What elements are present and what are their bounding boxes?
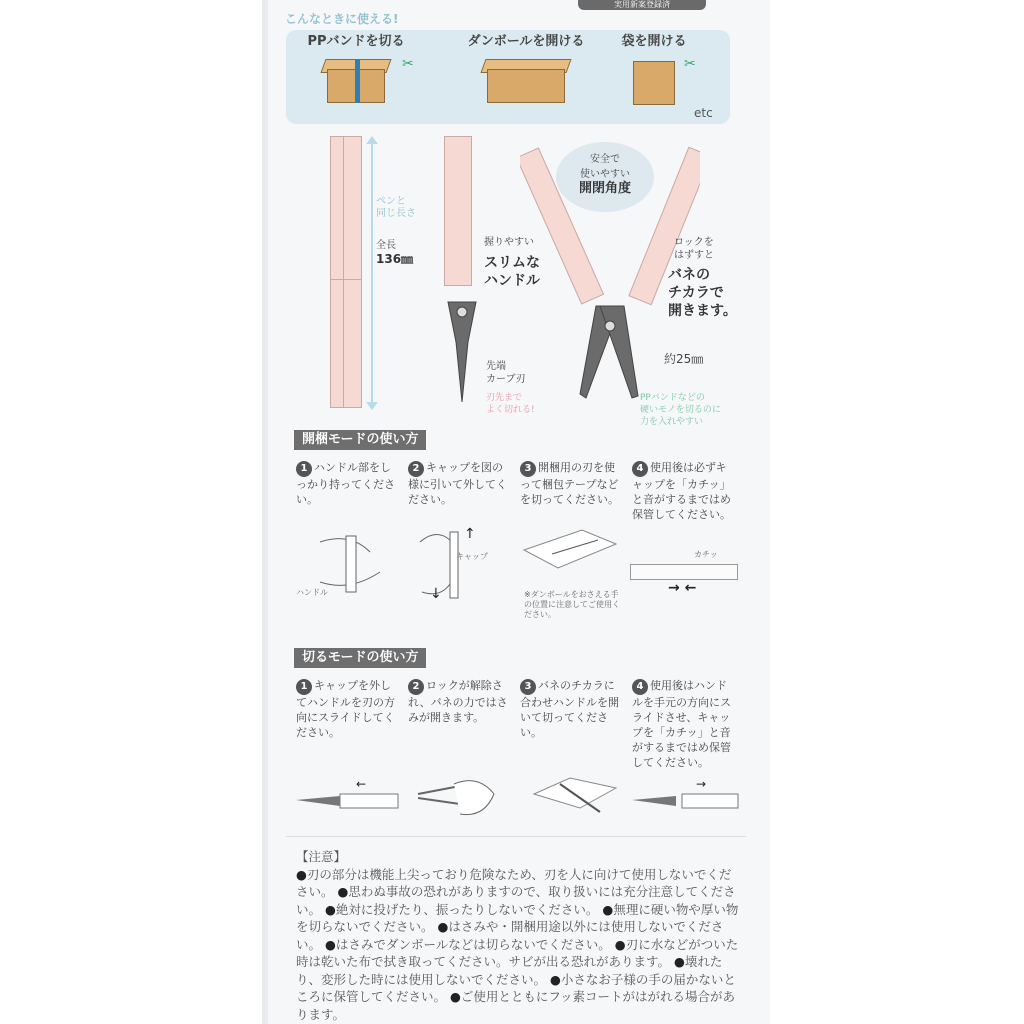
uses-title: こんなときに使える! [285, 12, 399, 26]
cut-mode-title: 切るモードの使い方 [294, 648, 426, 668]
svg-text:↑: ↑ [464, 526, 476, 542]
packing-blade-illustration [438, 282, 486, 412]
click-label: カチッ [694, 550, 718, 559]
uses-box [286, 30, 730, 124]
use-label-pp-band: PPバンドを切る [307, 34, 405, 49]
angle-bubble: 安全で 使いやすい 開閉角度 [556, 142, 654, 212]
cut-step-4: 4 使用後はハンドルを手元の方向にスライドさせ、キャップを「カチッ」と音がするまではめ保管してください。 [632, 679, 731, 769]
pull-cap-illustration [416, 522, 496, 602]
use-item-cardboard [456, 30, 596, 103]
caution-heading: 【注意】 [296, 849, 347, 864]
open-box-icon [481, 55, 571, 103]
cut-step-2: 2 ロックが解除され、バネの力ではさみが開きます。 [408, 679, 508, 724]
top-strip-text: 実用新案登録済 [614, 0, 670, 9]
blade-length-label: 約25㎜ [664, 352, 704, 366]
packing-mode-title: 開梱モードの使い方 [294, 430, 426, 450]
use-label-cardboard: ダンボールを開ける [467, 34, 585, 49]
grip-note: 握りやすい [484, 237, 534, 248]
divider [286, 836, 746, 837]
caution-item: 思わぬ事故の恐れがありますので、取り扱いには充分注意してください。 [296, 884, 736, 917]
tip-label: 先端 カーブ刃 [486, 361, 526, 385]
bag-icon [619, 55, 689, 103]
caution-item: ご使用とともにフッ素コートがはがれる場合があります。 [296, 989, 736, 1022]
svg-text:→: → [696, 778, 707, 791]
use-item-pp-band [296, 30, 416, 103]
caution-item: 刃の部分は機能上尖っており危険なため、刃を人に向けて使用しないでください。 [296, 866, 732, 899]
length-arrow [371, 142, 373, 404]
cutting-box-illustration [530, 764, 620, 824]
total-length-value: 136㎜ [376, 252, 414, 266]
top-strip [578, 0, 706, 10]
cut-tape-illustration [522, 520, 618, 580]
card-edge [262, 0, 268, 1024]
box-with-band-icon [321, 55, 391, 103]
caution-item: はさみや・開梱用途以外には使用しないでください。 [296, 919, 724, 952]
caution-item: はさみでダンボールなどは切らないでください。 [335, 936, 611, 952]
slide-back-illustration [632, 778, 740, 818]
caution-item: 無理に硬い物や厚い物を切らないでください。 [296, 901, 739, 934]
total-length-label: 全長 [376, 240, 396, 251]
packing-mode-steps [296, 460, 740, 630]
packing-step-4: 4 使用後は必ずキャップを「カチッ」と音がするまではめ保管してください。 [632, 461, 731, 521]
cardboard-caution: ※ダンボールをおさえる手の位置に注意してご使用ください。 [524, 590, 620, 619]
caution-item: 刃に水などがついた時は乾いた布で拭き取ってください。サビが出る恐れがあります。 [296, 936, 739, 969]
svg-text:←: ← [356, 778, 367, 791]
slide-handle-illustration [296, 778, 400, 818]
packing-step-2: 2 キャップを図の様に引いて外してください。 [408, 461, 507, 506]
cut-step-1: 1 キャップを外してハンドルを刃の方向にスライドしてください。 [296, 679, 395, 739]
slim-handle-label: スリムな ハンドル [484, 255, 540, 289]
svg-text:↓: ↓ [430, 586, 442, 602]
cut-mode-steps [296, 678, 740, 828]
closed-scissors-illustration [330, 136, 362, 408]
scissors-icon: ✂ [684, 56, 696, 72]
caution-item: 壊れたり、変形した時には使用しないでください。 [296, 954, 723, 987]
cap-illus-label: キャップ [456, 552, 488, 561]
push-arrows: → ← [668, 580, 697, 596]
use-item-bag [604, 30, 704, 103]
packing-step-3: 3 開梱用の刃を使って梱包テープなどを切ってください。 [520, 461, 619, 506]
lock-note: ロックを はずすと [674, 237, 714, 261]
use-label-bag: 袋を開ける [621, 34, 687, 49]
caution-item: 小さなお子様の手の届かないところに保管してください。 [296, 971, 736, 1004]
pp-band-note: PPバンドなどの 硬いモノを切るのに 力を入れやすい [640, 393, 721, 427]
cut-step-3: 3 バネのチカラに合わせハンドルを開いて切ってください。 [520, 679, 619, 739]
caution-block: 【注意】 ●刃の部分は機能上尖っており危険なため、刃を人に向けて使用しないでください。 ●思わぬ事故の恐れがありますので、取り扱いには充分注意してください。 ●絶対に投げたり、振ったりしないでください。 ●無理に硬い物や厚い物を切らないでください。 ●はさみや・開梱用途以外には使用しないでください。 ●はさみでダンボールなどは切らないでください。 ●刃に水などがついた時は乾いた布で拭き取ってください。サビが出る恐れがあります。 ●壊れたり、変形した時には使用しないでください。 ●小さなお子様の手の届かないところに保管してください。 ●ご使用とともにフッ素コートがはがれる場合があります。 [296, 849, 739, 1022]
tip-note: 刃先まで よく切れる! [486, 393, 535, 415]
handle-illus-label: ハンドル [296, 588, 328, 597]
scissors-open-hand-illustration [414, 764, 504, 824]
same-length-note: ペンと 同じ長さ [376, 196, 416, 219]
packing-step-1: 1 ハンドル部をしっかり持ってください。 [296, 461, 395, 506]
packing-mode-handle [444, 136, 472, 286]
spring-note: バネの チカラで 開きます。 [668, 267, 737, 319]
etc-label: etc [694, 106, 713, 120]
caution-item: 絶対に投げたり、振ったりしないでください。 [335, 901, 599, 917]
scissors-icon: ✂ [402, 56, 414, 72]
capped-scissors-illustration [630, 564, 738, 580]
